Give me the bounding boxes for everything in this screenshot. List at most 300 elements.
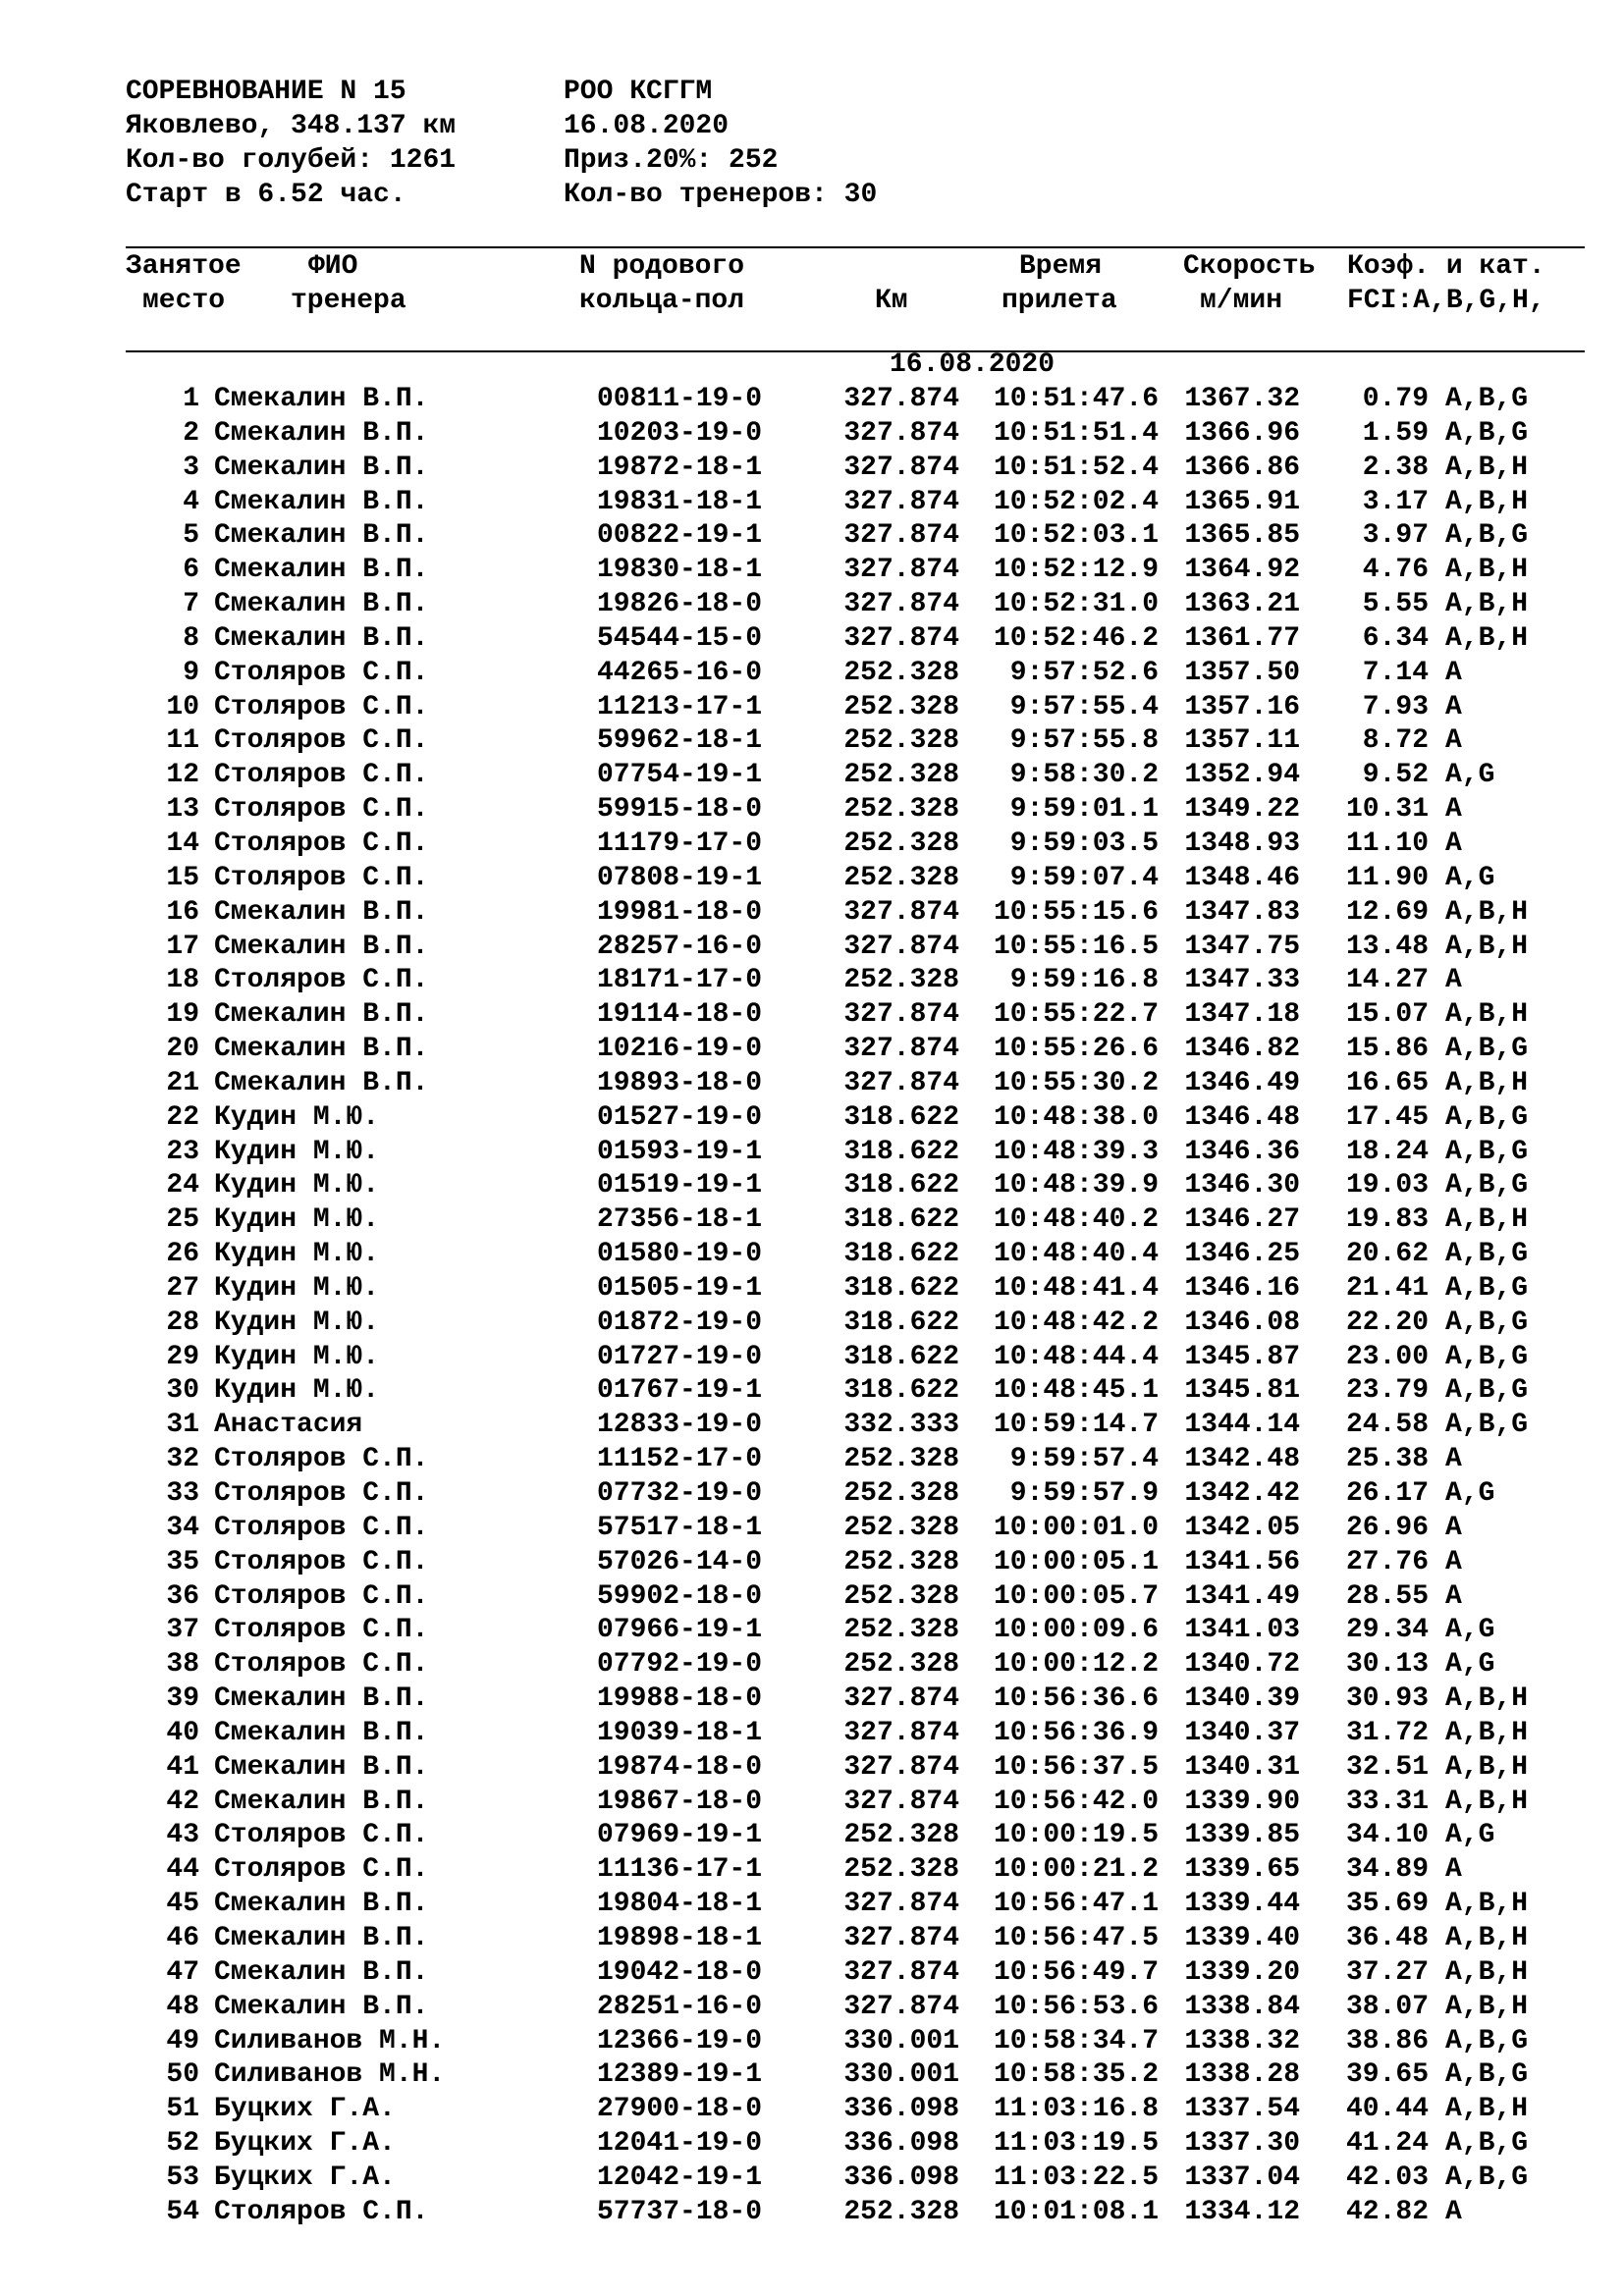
speed: 1337.30 xyxy=(1184,2128,1300,2160)
table-row xyxy=(0,1545,1624,1579)
speed: 1337.54 xyxy=(1184,2094,1300,2125)
trainer-name: Смекалин В.П. xyxy=(214,896,429,928)
trainer-name: Столяров С.П. xyxy=(214,657,429,688)
category: A,G xyxy=(1445,862,1495,893)
distance-km: 330.001 xyxy=(843,2059,959,2091)
table-row xyxy=(0,1852,1624,1887)
trainer-name: Столяров С.П. xyxy=(214,1854,429,1886)
place: 12 xyxy=(166,760,199,791)
col-km: Км xyxy=(875,286,908,316)
table-row xyxy=(0,518,1624,553)
ring-number: 19867-18-0 xyxy=(597,1786,763,1817)
ring-number: 10203-19-0 xyxy=(597,417,763,449)
speed: 1347.33 xyxy=(1184,965,1300,996)
arrival-time: 10:48:39.9 xyxy=(993,1170,1159,1201)
table-row xyxy=(0,2195,1624,2229)
trainer-name: Столяров С.П. xyxy=(214,965,429,996)
distance-km: 318.622 xyxy=(843,1136,959,1167)
speed: 1342.05 xyxy=(1184,1512,1300,1543)
arrival-time: 10:00:09.6 xyxy=(993,1615,1159,1646)
coefficient: 30.13 xyxy=(1345,1649,1429,1681)
table-row xyxy=(0,997,1624,1032)
arrival-time: 10:58:34.7 xyxy=(993,2025,1159,2056)
arrival-time: 10:56:49.7 xyxy=(993,1956,1159,1988)
trainer-name: Столяров С.П. xyxy=(214,691,429,722)
category: A,B,H xyxy=(1445,1204,1529,1236)
trainer-name: Смекалин В.П. xyxy=(214,520,429,552)
distance-km: 252.328 xyxy=(843,965,959,996)
table-row xyxy=(0,1168,1624,1202)
speed: 1346.49 xyxy=(1184,1067,1300,1098)
category: A,B,G xyxy=(1445,1375,1529,1407)
ring-number: 01580-19-0 xyxy=(597,1239,763,1270)
category: A,G xyxy=(1445,1820,1495,1851)
coefficient: 3.17 xyxy=(1362,486,1429,517)
arrival-time: 9:59:03.5 xyxy=(1009,828,1159,859)
table-row xyxy=(0,1032,1624,1066)
table-row xyxy=(0,1373,1624,1408)
coefficient: 27.76 xyxy=(1345,1546,1429,1577)
coefficient: 1.59 xyxy=(1362,417,1429,449)
coefficient: 35.69 xyxy=(1345,1889,1429,1920)
coefficient: 38.86 xyxy=(1345,2025,1429,2056)
coefficient: 15.86 xyxy=(1345,1034,1429,1065)
arrival-time: 9:59:07.4 xyxy=(1009,862,1159,893)
table-row xyxy=(0,1442,1624,1476)
place: 46 xyxy=(166,1922,199,1953)
coefficient: 23.79 xyxy=(1345,1375,1429,1407)
arrival-time: 11:03:16.8 xyxy=(993,2094,1159,2125)
pigeon-count: Кол-во голубей: 1261 xyxy=(126,145,457,176)
speed: 1345.87 xyxy=(1184,1341,1300,1372)
place: 41 xyxy=(166,1751,199,1783)
trainer-name: Силиванов М.Н. xyxy=(214,2025,446,2056)
place: 2 xyxy=(183,417,199,449)
speed: 1338.84 xyxy=(1184,1991,1300,2022)
coefficient: 34.89 xyxy=(1345,1854,1429,1886)
trainer-name: Смекалин В.П. xyxy=(214,555,429,586)
table-row xyxy=(0,963,1624,997)
distance-km: 318.622 xyxy=(843,1341,959,1372)
ring-number: 01872-19-0 xyxy=(597,1307,763,1338)
distance-km: 318.622 xyxy=(843,1272,959,1304)
trainer-name: Смекалин В.П. xyxy=(214,1922,429,1953)
speed: 1339.44 xyxy=(1184,1889,1300,1920)
category: A,B,H xyxy=(1445,2094,1529,2125)
speed: 1341.03 xyxy=(1184,1615,1300,1646)
category: A,B,H xyxy=(1445,1751,1529,1783)
ring-number: 27900-18-0 xyxy=(597,2094,763,2125)
trainer-name: Столяров С.П. xyxy=(214,1512,429,1543)
ring-number: 59962-18-1 xyxy=(597,725,763,757)
place: 54 xyxy=(166,2196,199,2227)
category: A xyxy=(1445,828,1462,859)
speed: 1366.96 xyxy=(1184,417,1300,449)
trainer-name: Столяров С.П. xyxy=(214,1649,429,1681)
speed: 1345.81 xyxy=(1184,1375,1300,1407)
distance-km: 327.874 xyxy=(843,486,959,517)
coefficient: 11.10 xyxy=(1345,828,1429,859)
speed: 1352.94 xyxy=(1184,760,1300,791)
trainer-name: Столяров С.П. xyxy=(214,1820,429,1851)
speed: 1346.48 xyxy=(1184,1101,1300,1133)
category: A,B,H xyxy=(1445,555,1529,586)
ring-number: 57517-18-1 xyxy=(597,1512,763,1543)
trainer-name: Смекалин В.П. xyxy=(214,417,429,449)
arrival-time: 10:56:36.6 xyxy=(993,1683,1159,1715)
table-row xyxy=(0,1511,1624,1545)
ring-number: 00822-19-1 xyxy=(597,520,763,552)
arrival-time: 10:52:02.4 xyxy=(993,486,1159,517)
table-row xyxy=(0,690,1624,724)
arrival-time: 10:48:40.4 xyxy=(993,1239,1159,1270)
category: A,B,G xyxy=(1445,1034,1529,1065)
place: 45 xyxy=(166,1889,199,1920)
arrival-time: 10:58:35.2 xyxy=(993,2059,1159,2091)
ring-number: 07792-19-0 xyxy=(597,1649,763,1681)
arrival-time: 10:48:39.3 xyxy=(993,1136,1159,1167)
place: 17 xyxy=(166,931,199,962)
place: 21 xyxy=(166,1067,199,1098)
ring-number: 19830-18-1 xyxy=(597,555,763,586)
speed: 1346.82 xyxy=(1184,1034,1300,1065)
ring-number: 28251-16-0 xyxy=(597,1991,763,2022)
trainer-name: Смекалин В.П. xyxy=(214,931,429,962)
arrival-time: 10:00:01.0 xyxy=(993,1512,1159,1543)
distance-km: 336.098 xyxy=(843,2162,959,2193)
table-row xyxy=(0,1955,1624,1990)
table-row xyxy=(0,1785,1624,1819)
arrival-time: 10:00:12.2 xyxy=(993,1649,1159,1681)
ring-number: 01527-19-0 xyxy=(597,1101,763,1133)
trainer-name: Кудин М.Ю. xyxy=(214,1204,380,1236)
speed: 1340.37 xyxy=(1184,1717,1300,1748)
col-place-line2: место xyxy=(142,286,226,316)
category: A xyxy=(1445,2196,1462,2227)
arrival-time: 10:51:52.4 xyxy=(993,452,1159,483)
ring-number: 11179-17-0 xyxy=(597,828,763,859)
category: A xyxy=(1445,965,1462,996)
arrival-time: 9:57:55.8 xyxy=(1009,725,1159,757)
place: 9 xyxy=(183,657,199,688)
coefficient: 10.31 xyxy=(1345,794,1429,826)
table-row xyxy=(0,861,1624,895)
speed: 1340.39 xyxy=(1184,1683,1300,1715)
trainer-name: Столяров С.П. xyxy=(214,794,429,826)
distance-km: 327.874 xyxy=(843,417,959,449)
arrival-time: 9:57:52.6 xyxy=(1009,657,1159,688)
ring-number: 19826-18-0 xyxy=(597,589,763,620)
speed: 1357.11 xyxy=(1184,725,1300,757)
category: A,B,G xyxy=(1445,1136,1529,1167)
distance-km: 327.874 xyxy=(843,896,959,928)
category: A,B,H xyxy=(1445,452,1529,483)
speed: 1365.91 xyxy=(1184,486,1300,517)
speed: 1342.42 xyxy=(1184,1478,1300,1509)
category: A,B,G xyxy=(1445,1341,1529,1372)
place: 18 xyxy=(166,965,199,996)
coefficient: 15.07 xyxy=(1345,999,1429,1031)
ring-number: 01505-19-1 xyxy=(597,1272,763,1304)
category: A,B,H xyxy=(1445,1683,1529,1715)
distance-km: 327.874 xyxy=(843,1034,959,1065)
trainer-name: Смекалин В.П. xyxy=(214,1889,429,1920)
results-table xyxy=(0,382,1624,2229)
distance-km: 330.001 xyxy=(843,2025,959,2056)
ring-number: 44265-16-0 xyxy=(597,657,763,688)
trainer-name: Смекалин В.П. xyxy=(214,589,429,620)
distance-km: 252.328 xyxy=(843,794,959,826)
trainer-name: Кудин М.Ю. xyxy=(214,1136,380,1167)
coefficient: 6.34 xyxy=(1362,622,1429,654)
speed: 1341.49 xyxy=(1184,1580,1300,1612)
category: A,B,G xyxy=(1445,1170,1529,1201)
trainer-name: Смекалин В.П. xyxy=(214,1034,429,1065)
table-row xyxy=(0,1340,1624,1374)
arrival-time: 10:56:37.5 xyxy=(993,1751,1159,1783)
distance-km: 327.874 xyxy=(843,589,959,620)
category: A xyxy=(1445,657,1462,688)
ring-number: 28257-16-0 xyxy=(597,931,763,962)
trainer-name: Столяров С.П. xyxy=(214,828,429,859)
table-row xyxy=(0,553,1624,587)
category: A,G xyxy=(1445,760,1495,791)
distance-km: 252.328 xyxy=(843,2196,959,2227)
category: A,B,G xyxy=(1445,417,1529,449)
distance-km: 252.328 xyxy=(843,657,959,688)
place: 48 xyxy=(166,1991,199,2022)
ring-number: 54544-15-0 xyxy=(597,622,763,654)
distance-km: 252.328 xyxy=(843,828,959,859)
distance-km: 327.874 xyxy=(843,384,959,414)
trainer-count: Кол-во тренеров: 30 xyxy=(564,180,878,210)
distance-km: 252.328 xyxy=(843,1512,959,1543)
trainer-name: Столяров С.П. xyxy=(214,1444,429,1475)
place: 1 xyxy=(183,384,199,414)
category: A,G xyxy=(1445,1615,1495,1646)
distance-km: 318.622 xyxy=(843,1239,959,1270)
place: 8 xyxy=(183,622,199,654)
distance-km: 327.874 xyxy=(843,1683,959,1715)
arrival-time: 10:48:40.2 xyxy=(993,1204,1159,1236)
category: A,B,H xyxy=(1445,589,1529,620)
place: 23 xyxy=(166,1136,199,1167)
coefficient: 26.96 xyxy=(1345,1512,1429,1543)
arrival-time: 9:59:01.1 xyxy=(1009,794,1159,826)
category: A,B,G xyxy=(1445,1272,1529,1304)
table-row xyxy=(0,1921,1624,1955)
category: A,B,G xyxy=(1445,1410,1529,1441)
arrival-time: 10:56:53.6 xyxy=(993,1991,1159,2022)
col-name-line2: тренера xyxy=(291,286,406,316)
arrival-time: 10:48:44.4 xyxy=(993,1341,1159,1372)
coefficient: 31.72 xyxy=(1345,1717,1429,1748)
place: 49 xyxy=(166,2025,199,2056)
ring-number: 19874-18-0 xyxy=(597,1751,763,1783)
speed: 1338.32 xyxy=(1184,2025,1300,2056)
ring-number: 07969-19-1 xyxy=(597,1820,763,1851)
col-time-line2: прилета xyxy=(1001,286,1117,316)
speed: 1341.56 xyxy=(1184,1546,1300,1577)
ring-number: 01727-19-0 xyxy=(597,1341,763,1372)
category: A,B,G xyxy=(1445,1101,1529,1133)
table-row xyxy=(0,723,1624,758)
start-time: Старт в 6.52 час. xyxy=(126,180,406,210)
speed: 1346.25 xyxy=(1184,1239,1300,1270)
coefficient: 9.52 xyxy=(1362,760,1429,791)
ring-number: 12389-19-1 xyxy=(597,2059,763,2091)
ring-number: 59902-18-0 xyxy=(597,1580,763,1612)
ring-number: 07808-19-1 xyxy=(597,862,763,893)
category: A,B,G xyxy=(1445,520,1529,552)
place: 43 xyxy=(166,1820,199,1851)
arrival-time: 10:51:51.4 xyxy=(993,417,1159,449)
ring-number: 07754-19-1 xyxy=(597,760,763,791)
ring-number: 19893-18-0 xyxy=(597,1067,763,1098)
place: 31 xyxy=(166,1410,199,1441)
ring-number: 12833-19-0 xyxy=(597,1410,763,1441)
trainer-name: Смекалин В.П. xyxy=(214,1683,429,1715)
speed: 1334.12 xyxy=(1184,2196,1300,2227)
place: 3 xyxy=(183,452,199,483)
trainer-name: Столяров С.П. xyxy=(214,725,429,757)
table-row xyxy=(0,1579,1624,1614)
distance-km: 336.098 xyxy=(843,2094,959,2125)
table-row xyxy=(0,1887,1624,1921)
trainer-name: Кудин М.Ю. xyxy=(214,1341,380,1372)
arrival-time: 10:48:41.4 xyxy=(993,1272,1159,1304)
trainer-name: Буцких Г.А. xyxy=(214,2094,396,2125)
table-row xyxy=(0,621,1624,656)
arrival-time: 11:03:22.5 xyxy=(993,2162,1159,2193)
distance-km: 327.874 xyxy=(843,1889,959,1920)
place: 30 xyxy=(166,1375,199,1407)
speed: 1338.28 xyxy=(1184,2059,1300,2091)
category: A,B,G xyxy=(1445,2059,1529,2091)
distance-km: 252.328 xyxy=(843,1580,959,1612)
table-row xyxy=(0,1066,1624,1100)
distance-km: 327.874 xyxy=(843,1067,959,1098)
place: 36 xyxy=(166,1580,199,1612)
trainer-name: Столяров С.П. xyxy=(214,1478,429,1509)
place: 39 xyxy=(166,1683,199,1715)
distance-km: 327.874 xyxy=(843,1786,959,1817)
table-row xyxy=(0,485,1624,519)
ring-number: 12366-19-0 xyxy=(597,2025,763,2056)
arrival-time: 9:59:16.8 xyxy=(1009,965,1159,996)
category: A,B,H xyxy=(1445,622,1529,654)
table-row xyxy=(0,1408,1624,1442)
speed: 1365.85 xyxy=(1184,520,1300,552)
speed: 1344.14 xyxy=(1184,1410,1300,1441)
ring-number: 12041-19-0 xyxy=(597,2128,763,2160)
trainer-name: Столяров С.П. xyxy=(214,1546,429,1577)
arrival-time: 10:55:30.2 xyxy=(993,1067,1159,1098)
trainer-name: Столяров С.П. xyxy=(214,1580,429,1612)
ring-number: 11152-17-0 xyxy=(597,1444,763,1475)
prize-count: Приз.20%: 252 xyxy=(564,145,779,176)
place: 14 xyxy=(166,828,199,859)
arrival-time: 10:55:15.6 xyxy=(993,896,1159,928)
distance-km: 327.874 xyxy=(843,1751,959,1783)
table-row xyxy=(0,1237,1624,1271)
table-row xyxy=(0,827,1624,861)
coefficient: 20.62 xyxy=(1345,1239,1429,1270)
place: 26 xyxy=(166,1239,199,1270)
ring-number: 00811-19-0 xyxy=(597,384,763,414)
arrival-time: 10:59:14.7 xyxy=(993,1410,1159,1441)
speed: 1361.77 xyxy=(1184,622,1300,654)
place: 22 xyxy=(166,1101,199,1133)
trainer-name: Столяров С.П. xyxy=(214,862,429,893)
distance-km: 318.622 xyxy=(843,1307,959,1338)
distance-km: 252.328 xyxy=(843,1546,959,1577)
distance-km: 252.328 xyxy=(843,725,959,757)
coefficient: 36.48 xyxy=(1345,1922,1429,1953)
arrival-time: 10:55:16.5 xyxy=(993,931,1159,962)
coefficient: 14.27 xyxy=(1345,965,1429,996)
distance-km: 252.328 xyxy=(843,1649,959,1681)
trainer-name: Кудин М.Ю. xyxy=(214,1307,380,1338)
arrival-time: 11:03:19.5 xyxy=(993,2128,1159,2160)
competition-date: 16.08.2020 xyxy=(564,111,730,141)
ring-number: 18171-17-0 xyxy=(597,965,763,996)
distance-km: 327.874 xyxy=(843,555,959,586)
category: A,B,H xyxy=(1445,1922,1529,1953)
category: A,B,G xyxy=(1445,2128,1529,2160)
coefficient: 8.72 xyxy=(1362,725,1429,757)
coefficient: 24.58 xyxy=(1345,1410,1429,1441)
place: 33 xyxy=(166,1478,199,1509)
arrival-time: 10:55:22.7 xyxy=(993,999,1159,1031)
place: 37 xyxy=(166,1615,199,1646)
place: 20 xyxy=(166,1034,199,1065)
distance-km: 252.328 xyxy=(843,1444,959,1475)
place: 4 xyxy=(183,486,199,517)
arrival-time: 10:00:21.2 xyxy=(993,1854,1159,1886)
category: A xyxy=(1445,794,1462,826)
trainer-name: Смекалин В.П. xyxy=(214,622,429,654)
coefficient: 37.27 xyxy=(1345,1956,1429,1988)
ring-number: 19039-18-1 xyxy=(597,1717,763,1748)
ring-number: 07966-19-1 xyxy=(597,1615,763,1646)
competition-title: СОРЕВНОВАНИЕ N 15 xyxy=(126,77,406,107)
trainer-name: Смекалин В.П. xyxy=(214,1956,429,1988)
place: 25 xyxy=(166,1204,199,1236)
col-coef-line1: Коэф. и кат. xyxy=(1347,251,1545,282)
ring-number: 01593-19-1 xyxy=(597,1136,763,1167)
col-name-line1: ФИО xyxy=(308,251,358,282)
trainer-name: Кудин М.Ю. xyxy=(214,1272,380,1304)
table-row xyxy=(0,587,1624,621)
trainer-name: Смекалин В.П. xyxy=(214,1786,429,1817)
ring-number: 01519-19-1 xyxy=(597,1170,763,1201)
arrival-time: 10:56:36.9 xyxy=(993,1717,1159,1748)
speed: 1357.50 xyxy=(1184,657,1300,688)
distance-km: 252.328 xyxy=(843,1854,959,1886)
ring-number: 19042-18-0 xyxy=(597,1956,763,1988)
trainer-name: Смекалин В.П. xyxy=(214,1067,429,1098)
speed: 1348.93 xyxy=(1184,828,1300,859)
coefficient: 26.17 xyxy=(1345,1478,1429,1509)
speed: 1339.20 xyxy=(1184,1956,1300,1988)
place: 7 xyxy=(183,589,199,620)
speed: 1346.30 xyxy=(1184,1170,1300,1201)
trainer-name: Смекалин В.П. xyxy=(214,1991,429,2022)
coefficient: 5.55 xyxy=(1362,589,1429,620)
category: A,B,H xyxy=(1445,1786,1529,1817)
place: 38 xyxy=(166,1649,199,1681)
